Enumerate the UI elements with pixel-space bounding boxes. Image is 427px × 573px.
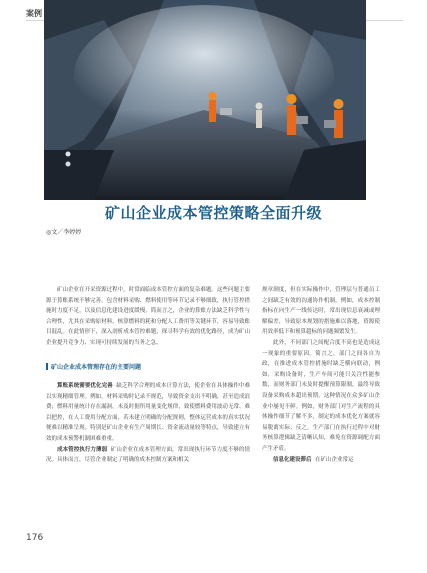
section-label: 案例	[26, 9, 42, 18]
subhead-text: 矿山企业成本管理存在的主要问题	[51, 364, 142, 371]
paragraph-text-1: 缺乏科学合理的成本计算方法，使企业在具体操作中难以实现精细管理。例如，材料采购时记录不规范，导致资金支出不明确，甚至造成浪费；燃料用量统计存在漏洞，未及时据所用量变化规律，致使燃料费用波动无常、难以把控，在人工费用分配方面，若未建立明确的分配规则，整体运营成本的真实状况便难以精准呈现。特别是矿山企业有生产周期长、资金流动量较等特点，导致建立有效的成本预警机制困难重重。	[46, 383, 250, 442]
worker-3	[256, 103, 263, 129]
page-number: 176	[26, 533, 44, 543]
paragraph-text-2: 矿山企业在成本管理方面，常出现执行环节力度不够的情况。具体而言，尽管企业制定了明确的成本控制方案和相关	[46, 446, 250, 464]
paragraph-lead-2: 成本管控执行力薄弱	[57, 446, 108, 453]
left-column	[46, 285, 250, 349]
article-title: 矿山企业成本管控策略全面升级	[104, 204, 322, 222]
body-paragraph-2	[46, 445, 250, 466]
article-author: ◎文／李婷婷	[46, 229, 82, 236]
right-column	[262, 285, 380, 465]
section-subhead	[46, 362, 141, 371]
right-paragraph-1: 规章制度，但在实际操作中，管理层与普通员工之间缺乏有效的沟通协作机制，例如，成本控制指标在向生产一线传达时，常出现信息衰减或理解偏差，导致原本规划的措施难以落地，资源使用效率低下和预算超标的问题频繁发生。	[262, 287, 380, 336]
left-column-body	[46, 381, 250, 466]
paragraph-lead-1: 算账系统需要优化完善	[57, 383, 113, 389]
paragraph-text-3: 在矿山企业常运	[315, 456, 354, 463]
subhead-marker	[46, 363, 48, 370]
body-paragraph-1	[46, 381, 250, 445]
intro-paragraph: 矿山企业在开采资源过程中，时常面临成本管控方面的复杂难题。这些问题主要源于算账系统不够完善，包含材料采购、燃料使用等环节记录不够细致，执行管控措施时力度不足，以及信息化建设进度缓慢。简而言之，企业的算账方法缺乏科学性与合理性，尤其在采购原材料、核算燃料的耗和分配人工费用等关键环节，容易导致账目混乱。在此情形下，深入剖析成本管控难题，探寻科学有效的优化路径，成为矿山企业提升竞争力、实现可持续发展的当务之急。	[46, 287, 250, 346]
right-paragraph-3	[262, 455, 380, 466]
mining-photo	[44, 0, 366, 200]
paragraph-lead-3: 信息化建设滞后	[273, 456, 312, 463]
right-paragraph-2: 此外，不同部门之间配合度不高也是造成这一现象的重要原因。简言之，部门之间各自为政，在推进成本管控措施时缺乏横向联动，例如，采购设备时，生产车间可能只关注性能参数，而财务部门未及时提醒预算限制，最终导致设备采购成本超出预期。这种情况在众多矿山企业中屡见不鲜。例如，财务部门对生产流程的具体操作细节了解不多，制定的成本优化方案就容易脱离实际；反之，生产部门在执行过程中对财务核算逻辑缺乏清晰认知，难免在资源调配方面产生矛盾。	[262, 339, 380, 452]
hero-image	[44, 0, 366, 200]
